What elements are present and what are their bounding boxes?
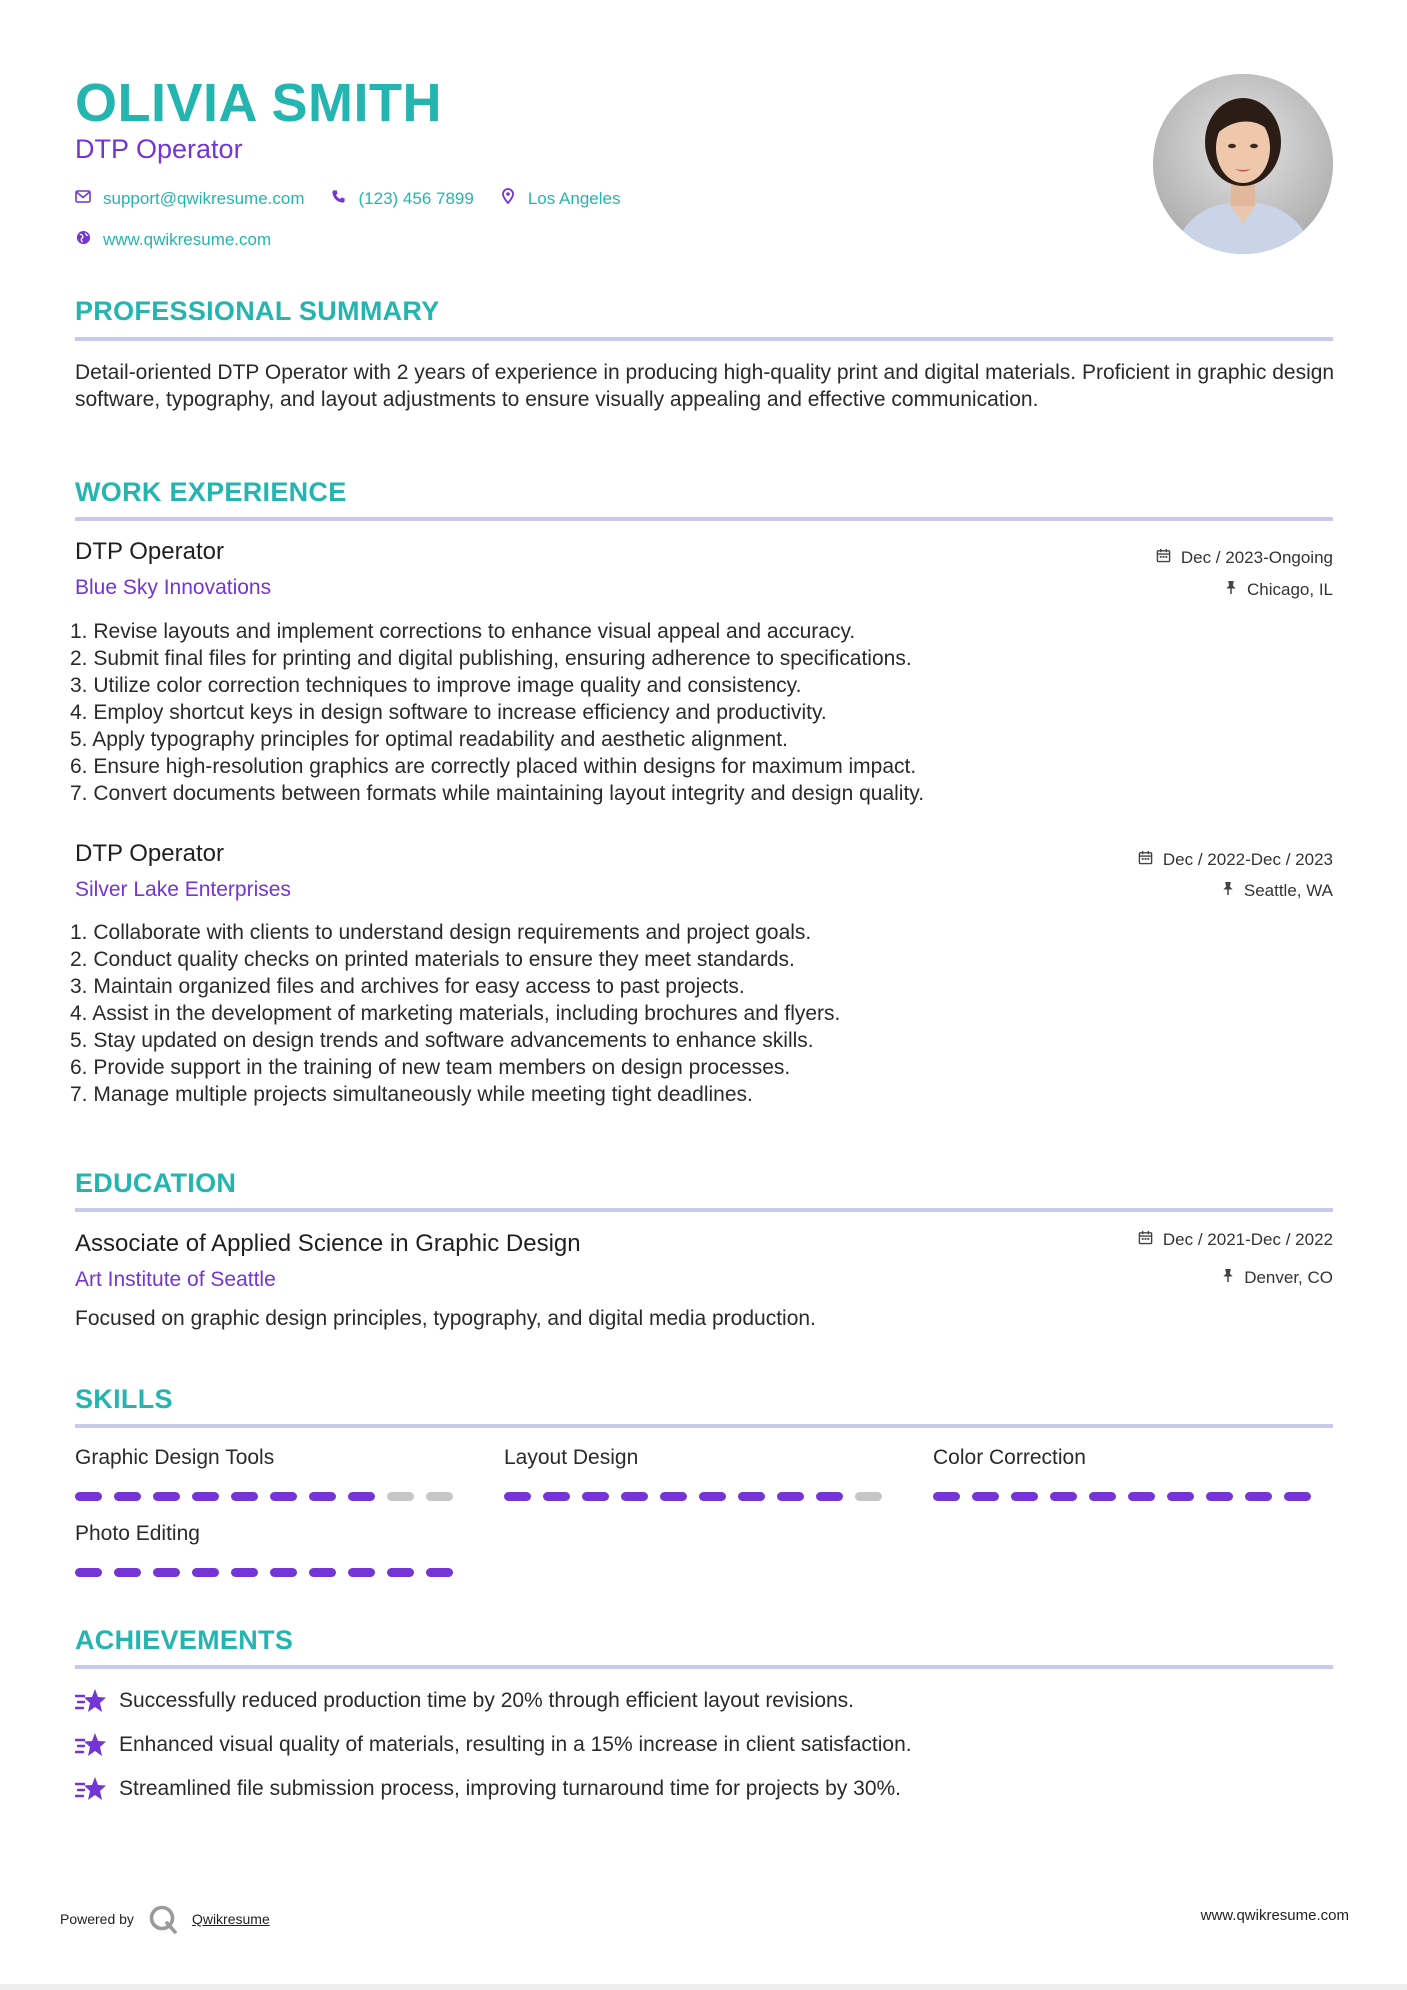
section-title-achievements: ACHIEVEMENTS [75,1625,294,1655]
skill-dash-filled [699,1492,726,1501]
skill-level-bar [933,1492,1311,1501]
envelope-icon [73,190,93,208]
list-item: 6. Provide support in the training of new team members on design processes. [70,1056,791,1079]
skill-dash-filled [270,1568,297,1577]
job-title: DTP Operator [75,840,224,867]
skill-item [933,1446,1311,1501]
achievement-text: Streamlined file submission process, improving turnaround time for projects by 30%. [119,1777,902,1800]
section-title-summary: PROFESSIONAL SUMMARY [75,296,440,326]
list-item: 7. Manage multiple projects simultaneously while meeting tight deadlines. [70,1083,753,1106]
achievement-item [75,1730,912,1760]
list-item: 7. Convert documents between formats while maintaining layout integrity and design quality. [70,782,925,805]
list-item: 4. Assist in the development of marketing materials, including brochures and flyers. [70,1002,841,1025]
powered-by [60,1904,270,1934]
section-divider [75,337,1333,341]
website-link[interactable]: www.qwikresume.com [103,230,272,249]
skill-dash-filled [816,1492,843,1501]
job-location [1225,580,1333,600]
skill-item [75,1446,453,1501]
degree-title: Associate of Applied Science in Graphic Design [75,1230,581,1257]
qwikresume-logo-icon [148,1904,178,1934]
job-location-text: Seattle, WA [1243,881,1333,900]
skill-level-bar [75,1568,453,1577]
job-dates-text: Dec / 2022-Dec / 2023 [1162,850,1333,869]
list-item: 2. Submit final files for printing and digital publishing, ensuring adherence to specifications. [70,647,912,670]
list-item: 1. Revise layouts and implement corrections to enhance visual appeal and accuracy. [70,620,856,643]
company-name: Silver Lake Enterprises [75,878,291,901]
job-dates [1138,850,1333,870]
section-divider [75,1424,1333,1428]
skill-dash-filled [777,1492,804,1501]
skill-dash-filled [1206,1492,1233,1501]
skill-dash-filled [1167,1492,1194,1501]
achievement-item [75,1774,901,1804]
powered-by-label: Powered by [60,1911,134,1927]
skill-dash-filled [1011,1492,1038,1501]
achievement-item [75,1686,854,1716]
skill-dash-filled [348,1568,375,1577]
shooting-star-icon [75,1774,107,1804]
shooting-star-icon [75,1686,107,1716]
achievement-text: Enhanced visual quality of materials, resulting in a 15% increase in client satisfaction. [119,1733,912,1756]
skill-dash-filled [738,1492,765,1501]
skill-dash-filled [621,1492,648,1501]
achievement-text: Successfully reduced production time by 20% through efficient layout revisions. [119,1689,855,1712]
summary-text: Detail-oriented DTP Operator with 2 years of experience in producing high-quality print and digital materials. Proficient in graphic design software, typography, and layout adjustments to ensure visually appealing and effective communication. [75,361,1335,411]
calendar-icon [1138,852,1157,869]
phone-icon [329,189,349,209]
skill-dash-filled [1089,1492,1116,1501]
skill-dash-filled [309,1492,336,1501]
list-item: 5. Apply typography principles for optimal readability and aesthetic alignment. [70,728,788,751]
skill-dash-filled [348,1492,375,1501]
skill-dash-filled [1284,1492,1311,1501]
job-location [1222,881,1333,901]
skill-dash-filled [270,1492,297,1501]
skill-dash-empty [426,1492,453,1501]
website-row [73,230,271,250]
skill-dash-empty [855,1492,882,1501]
skill-name: Photo Editing [75,1522,200,1545]
skill-dash-filled [543,1492,570,1501]
section-title-skills: SKILLS [75,1384,173,1414]
skill-dash-filled [153,1568,180,1577]
skill-name: Graphic Design Tools [75,1446,275,1469]
job-title: DTP Operator [75,538,224,565]
job-dates [1156,548,1333,568]
skill-item [504,1446,882,1501]
skill-dash-empty [387,1492,414,1501]
skill-dash-filled [933,1492,960,1501]
company-name: Blue Sky Innovations [75,576,272,599]
skill-dash-filled [75,1492,102,1501]
skill-dash-filled [153,1492,180,1501]
skill-dash-filled [1245,1492,1272,1501]
education-dates [1138,1230,1333,1250]
skill-dash-filled [309,1568,336,1577]
map-pin-icon [498,188,518,209]
job-location-text: Chicago, IL [1247,580,1333,599]
education-dates-text: Dec / 2021-Dec / 2022 [1162,1230,1333,1249]
section-divider [75,1665,1333,1669]
education-location [1222,1268,1333,1288]
education-location-text: Denver, CO [1244,1268,1333,1287]
skill-dash-filled [504,1492,531,1501]
skill-dash-filled [1128,1492,1155,1501]
list-item: 3. Maintain organized files and archives for easy access to past projects. [70,975,745,998]
footer-website-link[interactable]: www.qwikresume.com [1200,1907,1349,1924]
pushpin-icon [1225,582,1241,599]
pushpin-icon [1222,1270,1238,1287]
location-text: Los Angeles [527,188,621,208]
email-link[interactable]: support@qwikresume.com [103,188,305,208]
job-dates-text: Dec / 2023-Ongoing [1180,548,1333,567]
skill-dash-filled [972,1492,999,1501]
phone-number[interactable]: (123) 456 7899 [358,188,474,208]
list-item: 6. Ensure high-resolution graphics are correctly placed within designs for maximum impact. [70,755,917,778]
job-responsibilities [70,618,1270,807]
list-item: 3. Utilize color correction techniques to improve image quality and consistency. [70,674,802,697]
list-item: 5. Stay updated on design trends and software advancements to enhance skills. [70,1029,814,1052]
skill-dash-filled [1050,1492,1077,1501]
section-title-education: EDUCATION [75,1168,237,1198]
skill-dash-filled [387,1568,414,1577]
contact-row [73,188,620,209]
education-description: Focused on graphic design principles, typography, and digital media production. [75,1307,816,1330]
calendar-icon [1156,550,1175,567]
page-bottom-bar [0,1984,1407,1990]
qwikresume-link[interactable]: Qwikresume [191,1911,270,1927]
skill-item [75,1522,453,1577]
profile-photo [1153,74,1333,254]
list-item: 2. Conduct quality checks on printed materials to ensure they meet standards. [70,948,795,971]
skill-dash-filled [192,1492,219,1501]
list-item: 4. Employ shortcut keys in design software to increase efficiency and productivity. [70,701,827,724]
list-item: 1. Collaborate with clients to understand design requirements and project goals. [70,921,812,944]
skill-dash-filled [231,1492,258,1501]
candidate-name: OLIVIA SMITH [75,73,442,133]
skill-level-bar [504,1492,882,1501]
skill-dash-filled [114,1492,141,1501]
skill-dash-filled [114,1568,141,1577]
skill-dash-filled [582,1492,609,1501]
school-name: Art Institute of Seattle [75,1268,276,1291]
skill-dash-filled [75,1568,102,1577]
section-title-experience: WORK EXPERIENCE [75,477,347,507]
candidate-role: DTP Operator [75,134,243,164]
skill-level-bar [75,1492,453,1501]
calendar-icon [1138,1232,1157,1249]
shooting-star-icon [75,1730,107,1760]
pushpin-icon [1222,883,1238,900]
skill-dash-filled [231,1568,258,1577]
job-responsibilities [70,919,1270,1108]
skill-dash-filled [426,1568,453,1577]
skill-name: Layout Design [504,1446,639,1469]
skill-dash-filled [192,1568,219,1577]
skill-name: Color Correction [933,1446,1086,1469]
globe-icon [73,230,93,250]
skill-dash-filled [660,1492,687,1501]
section-divider [75,1208,1333,1212]
section-divider [75,517,1333,521]
